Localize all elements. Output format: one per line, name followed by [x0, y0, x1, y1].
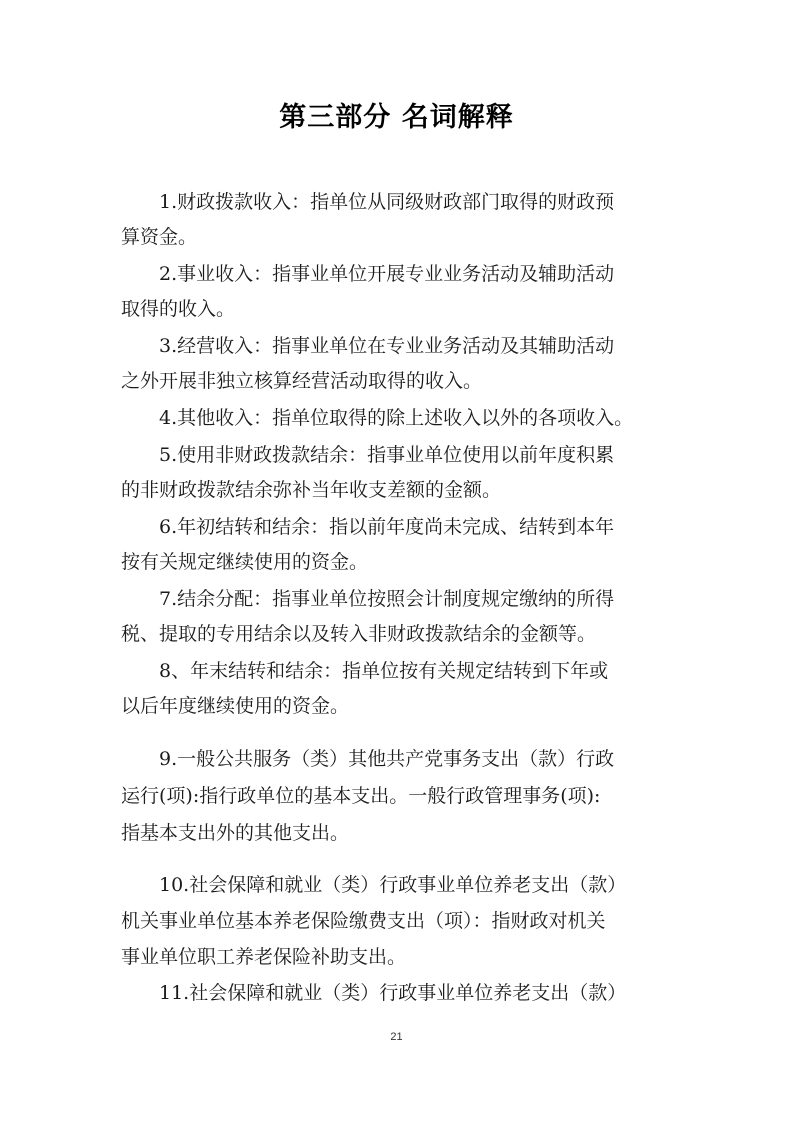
- item-line: 9.一般公共服务（类）其他共产党事务支出（款）行政: [159, 748, 615, 770]
- item-line: 以后年度继续使用的资金。: [121, 695, 350, 717]
- item-line: 5.使用非财政拨款结余：指事业单位使用以前年度积累: [159, 444, 615, 466]
- item-line: 事业单位职工养老保险补助支出。: [121, 946, 407, 968]
- list-item: [121, 329, 691, 399]
- list-item: [121, 867, 691, 975]
- item-line: 3.经营收入：指事业单位在专业业务活动及其辅助活动: [159, 335, 615, 357]
- list-item: [121, 438, 691, 508]
- list-item: [121, 401, 691, 436]
- list-item: [121, 582, 691, 652]
- item-line: 2.事业收入：指事业单位开展专业业务活动及辅助活动: [159, 263, 615, 285]
- item-line: 算资金。: [121, 226, 198, 248]
- list-item: [121, 654, 691, 724]
- item-line: 指基本支出外的其他支出。: [121, 822, 350, 844]
- item-line: 11.社会保障和就业（类）行政事业单位养老支出（款）: [159, 982, 627, 1004]
- item-line: 7.结余分配：指事业单位按照会计制度规定缴纳的所得: [159, 588, 615, 610]
- list-item: [121, 185, 691, 255]
- item-line: 4.其他收入：指单位取得的除上述收入以外的各项收入。: [159, 407, 634, 429]
- item-line: 的非财政拨款结余弥补当年收支差额的金额。: [121, 479, 502, 501]
- list-item: [121, 510, 691, 580]
- list-item: [121, 257, 691, 327]
- item-line: 8、年末结转和结余：指单位按有关规定结转到下年或: [159, 660, 609, 682]
- item-line: 10.社会保障和就业（类）行政事业单位养老支出（款）: [159, 874, 627, 896]
- page-title: 第三部分 名词解释: [279, 102, 514, 133]
- item-line: 取得的收入。: [121, 298, 236, 320]
- item-line: 运行(项):指行政单位的基本支出。一般行政管理事务(项):: [121, 785, 601, 807]
- item-line: 6.年初结转和结余：指以前年度尚未完成、结转到本年: [159, 516, 615, 538]
- list-item: [121, 741, 691, 852]
- item-line: 税、提取的专用结余以及转入非财政拨款结余的金额等。: [121, 623, 597, 645]
- item-line: 机关事业单位基本养老保险缴费支出（项）：指财政对机关: [121, 910, 606, 932]
- item-line: 之外开展非独立核算经营活动取得的收入。: [121, 370, 483, 392]
- item-line: 1.财政拨款收入：指单位从同级财政部门取得的财政预: [159, 191, 615, 213]
- list-item: [121, 975, 691, 1011]
- item-line: 按有关规定继续使用的资金。: [121, 551, 369, 573]
- page-number: 21: [390, 1031, 403, 1043]
